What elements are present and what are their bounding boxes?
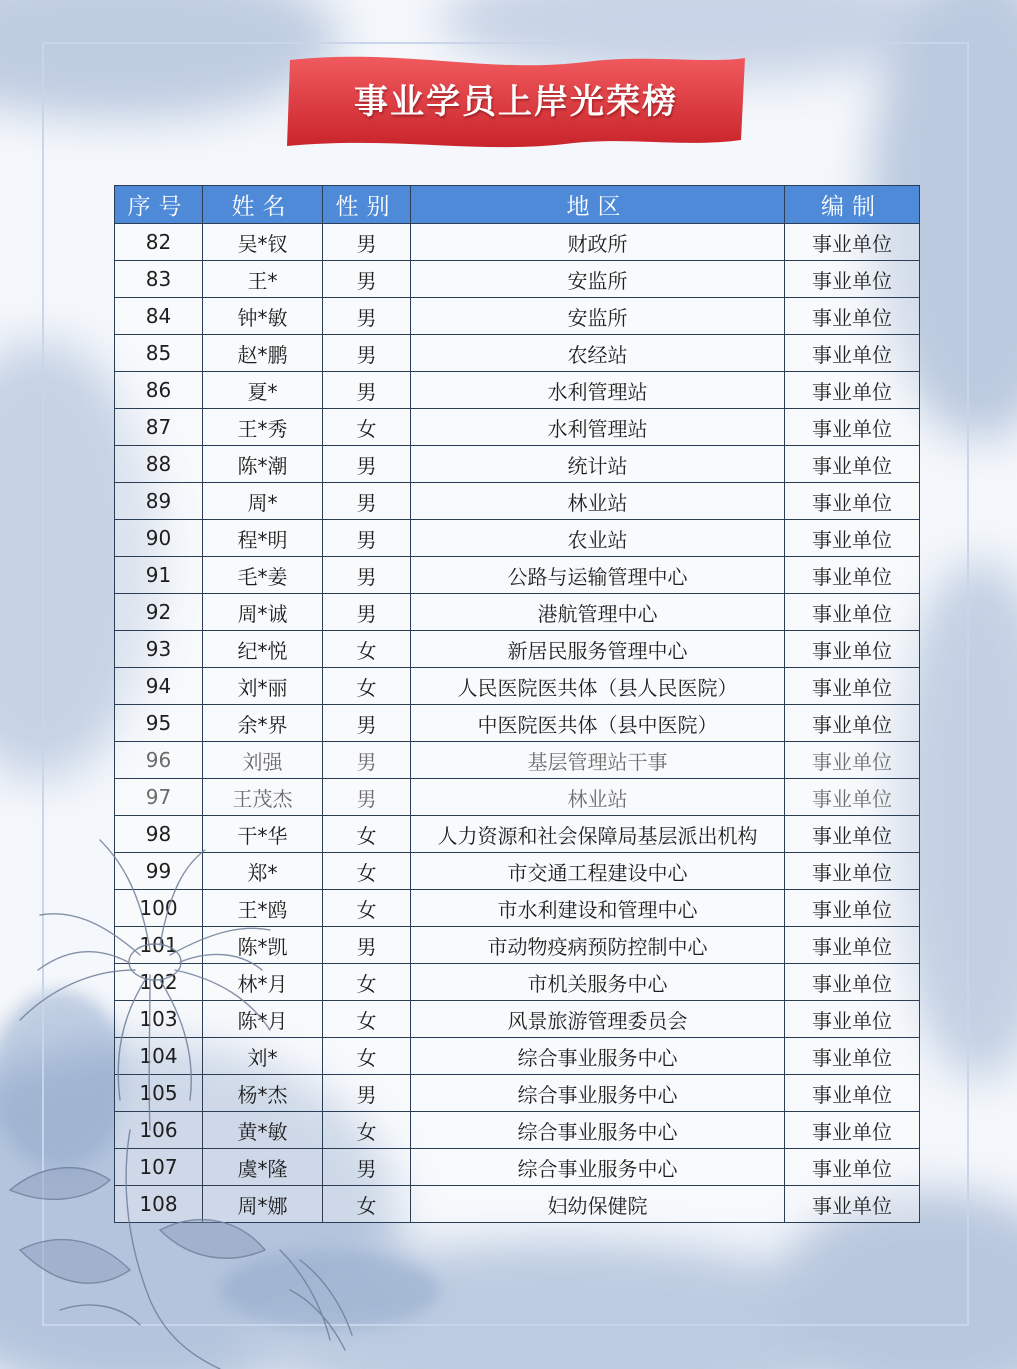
cell-index: 95 [115, 705, 203, 742]
cell-region: 安监所 [411, 298, 785, 335]
table-row [115, 742, 920, 779]
cell-region: 林业站 [411, 483, 785, 520]
cell-name: 纪*悦 [203, 631, 323, 668]
cell-name: 吴*钗 [203, 224, 323, 261]
cell-staffing: 事业单位 [785, 298, 920, 335]
cell-name: 黄*敏 [203, 1112, 323, 1149]
table-row [115, 409, 920, 446]
cell-name: 毛*姜 [203, 557, 323, 594]
cell-name: 杨*杰 [203, 1075, 323, 1112]
cell-region: 市机关服务中心 [411, 964, 785, 1001]
cell-gender: 女 [323, 964, 411, 1001]
cell-name: 刘*丽 [203, 668, 323, 705]
cell-gender: 男 [323, 224, 411, 261]
cell-index: 107 [115, 1149, 203, 1186]
cell-name: 刘* [203, 1038, 323, 1075]
cell-gender: 男 [323, 1149, 411, 1186]
cell-staffing: 事业单位 [785, 1149, 920, 1186]
cell-gender: 男 [323, 742, 411, 779]
cell-staffing: 事业单位 [785, 409, 920, 446]
cell-name: 赵*鹏 [203, 335, 323, 372]
cell-region: 基层管理站干事 [411, 742, 785, 779]
cell-name: 王*鸥 [203, 890, 323, 927]
cell-index: 90 [115, 520, 203, 557]
cell-index: 86 [115, 372, 203, 409]
cell-name: 程*明 [203, 520, 323, 557]
table-row [115, 594, 920, 631]
cell-staffing: 事业单位 [785, 631, 920, 668]
cell-gender: 男 [323, 1075, 411, 1112]
cell-name: 周*诚 [203, 594, 323, 631]
cell-region: 人力资源和社会保障局基层派出机构 [411, 816, 785, 853]
cell-index: 106 [115, 1112, 203, 1149]
cell-staffing: 事业单位 [785, 927, 920, 964]
cell-gender: 女 [323, 631, 411, 668]
cell-gender: 女 [323, 890, 411, 927]
table-row [115, 335, 920, 372]
cell-region: 水利管理站 [411, 372, 785, 409]
cell-region: 统计站 [411, 446, 785, 483]
cell-index: 93 [115, 631, 203, 668]
header-gender: 性别 [323, 186, 411, 224]
cell-staffing: 事业单位 [785, 520, 920, 557]
cell-index: 83 [115, 261, 203, 298]
cell-gender: 男 [323, 927, 411, 964]
table-row [115, 261, 920, 298]
cell-region: 农业站 [411, 520, 785, 557]
cell-staffing: 事业单位 [785, 1075, 920, 1112]
cell-gender: 女 [323, 853, 411, 890]
cell-index: 85 [115, 335, 203, 372]
table-row [115, 705, 920, 742]
table-row [115, 668, 920, 705]
cell-gender: 男 [323, 335, 411, 372]
cell-region: 市水利建设和管理中心 [411, 890, 785, 927]
cell-staffing: 事业单位 [785, 1112, 920, 1149]
cell-name: 陈*潮 [203, 446, 323, 483]
header-staffing: 编制 [785, 186, 920, 224]
cell-region: 农经站 [411, 335, 785, 372]
cell-region: 财政所 [411, 224, 785, 261]
cell-name: 钟*敏 [203, 298, 323, 335]
table-row [115, 779, 920, 816]
cell-index: 102 [115, 964, 203, 1001]
table-row [115, 520, 920, 557]
table-row [115, 372, 920, 409]
cell-index: 103 [115, 1001, 203, 1038]
cell-name: 余*界 [203, 705, 323, 742]
cell-name: 林*月 [203, 964, 323, 1001]
cell-gender: 男 [323, 520, 411, 557]
cell-region: 公路与运输管理中心 [411, 557, 785, 594]
cell-staffing: 事业单位 [785, 1001, 920, 1038]
table-row [115, 483, 920, 520]
table-row [115, 224, 920, 261]
cell-staffing: 事业单位 [785, 261, 920, 298]
table-row [115, 446, 920, 483]
cell-region: 综合事业服务中心 [411, 1075, 785, 1112]
cell-name: 夏* [203, 372, 323, 409]
cell-index: 92 [115, 594, 203, 631]
cell-name: 干*华 [203, 816, 323, 853]
cell-region: 综合事业服务中心 [411, 1038, 785, 1075]
cell-gender: 男 [323, 298, 411, 335]
chrysanthemum-sketch [0, 830, 420, 1369]
cell-region: 人民医院医共体（县人民医院） [411, 668, 785, 705]
cell-staffing: 事业单位 [785, 372, 920, 409]
cell-staffing: 事业单位 [785, 594, 920, 631]
cell-gender: 男 [323, 483, 411, 520]
cell-staffing: 事业单位 [785, 446, 920, 483]
cell-gender: 男 [323, 594, 411, 631]
cell-index: 91 [115, 557, 203, 594]
cell-region: 中医院医共体（县中医院） [411, 705, 785, 742]
cell-gender: 女 [323, 409, 411, 446]
cell-gender: 男 [323, 446, 411, 483]
cell-staffing: 事业单位 [785, 1186, 920, 1223]
cell-region: 林业站 [411, 779, 785, 816]
cell-gender: 女 [323, 816, 411, 853]
cell-staffing: 事业单位 [785, 816, 920, 853]
cell-index: 87 [115, 409, 203, 446]
cell-region: 市交通工程建设中心 [411, 853, 785, 890]
cell-region: 市动物疫病预防控制中心 [411, 927, 785, 964]
cell-staffing: 事业单位 [785, 483, 920, 520]
cell-index: 108 [115, 1186, 203, 1223]
cell-staffing: 事业单位 [785, 224, 920, 261]
cell-index: 99 [115, 853, 203, 890]
cell-staffing: 事业单位 [785, 1038, 920, 1075]
cell-name: 周*娜 [203, 1186, 323, 1223]
cell-staffing: 事业单位 [785, 853, 920, 890]
cell-region: 风景旅游管理委员会 [411, 1001, 785, 1038]
cell-gender: 女 [323, 668, 411, 705]
cell-name: 王茂杰 [203, 779, 323, 816]
cell-gender: 男 [323, 261, 411, 298]
cell-staffing: 事业单位 [785, 964, 920, 1001]
cell-index: 96 [115, 742, 203, 779]
cell-staffing: 事业单位 [785, 705, 920, 742]
table-row [115, 298, 920, 335]
header-name: 姓名 [203, 186, 323, 224]
cell-region: 港航管理中心 [411, 594, 785, 631]
cell-region: 综合事业服务中心 [411, 1149, 785, 1186]
cell-name: 陈*凯 [203, 927, 323, 964]
cell-name: 刘强 [203, 742, 323, 779]
cell-staffing: 事业单位 [785, 668, 920, 705]
cell-index: 105 [115, 1075, 203, 1112]
cell-name: 王* [203, 261, 323, 298]
cell-gender: 女 [323, 1001, 411, 1038]
cell-name: 郑* [203, 853, 323, 890]
cell-name: 虞*隆 [203, 1149, 323, 1186]
cell-staffing: 事业单位 [785, 779, 920, 816]
cell-index: 104 [115, 1038, 203, 1075]
table-header-row [115, 186, 920, 224]
cell-index: 98 [115, 816, 203, 853]
cell-index: 89 [115, 483, 203, 520]
cell-gender: 女 [323, 1038, 411, 1075]
cell-index: 84 [115, 298, 203, 335]
cell-gender: 男 [323, 372, 411, 409]
cell-index: 100 [115, 890, 203, 927]
cell-index: 94 [115, 668, 203, 705]
cell-staffing: 事业单位 [785, 742, 920, 779]
cell-gender: 女 [323, 1186, 411, 1223]
cell-staffing: 事业单位 [785, 335, 920, 372]
cell-name: 王*秀 [203, 409, 323, 446]
cell-region: 新居民服务管理中心 [411, 631, 785, 668]
cell-name: 陈*月 [203, 1001, 323, 1038]
header-region: 地区 [411, 186, 785, 224]
cell-region: 水利管理站 [411, 409, 785, 446]
cell-name: 周* [203, 483, 323, 520]
cell-gender: 男 [323, 705, 411, 742]
cell-region: 妇幼保健院 [411, 1186, 785, 1223]
header-index: 序号 [115, 186, 203, 224]
table-row [115, 557, 920, 594]
cell-gender: 男 [323, 557, 411, 594]
table-row [115, 631, 920, 668]
cell-gender: 男 [323, 779, 411, 816]
page-title: 事业学员上岸光荣榜 [354, 82, 678, 122]
cell-index: 97 [115, 779, 203, 816]
cell-index: 82 [115, 224, 203, 261]
cell-region: 综合事业服务中心 [411, 1112, 785, 1149]
cell-gender: 女 [323, 1112, 411, 1149]
cell-index: 88 [115, 446, 203, 483]
cell-region: 安监所 [411, 261, 785, 298]
cell-staffing: 事业单位 [785, 557, 920, 594]
cell-staffing: 事业单位 [785, 890, 920, 927]
cell-index: 101 [115, 927, 203, 964]
